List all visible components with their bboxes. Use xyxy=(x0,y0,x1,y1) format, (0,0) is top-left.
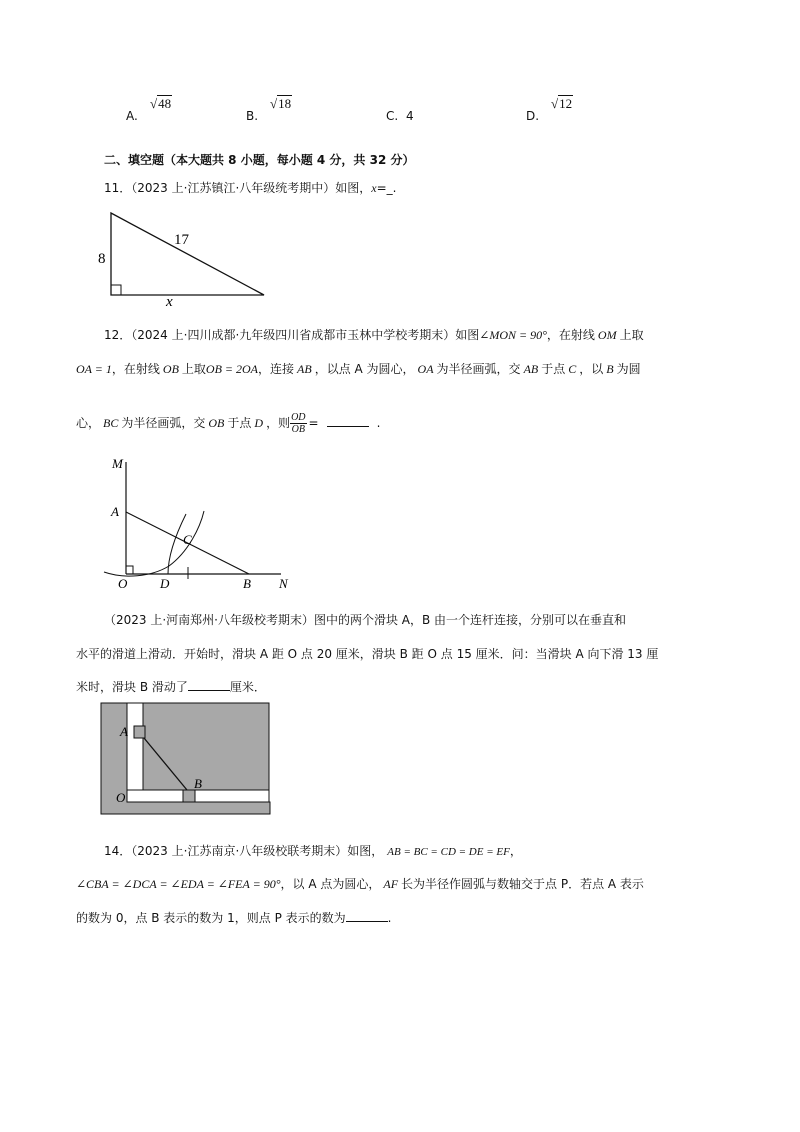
q11-triangle-figure xyxy=(96,206,276,306)
choice-c: C. 4 xyxy=(386,109,414,123)
q12-arc-figure xyxy=(96,448,296,594)
q14-answer-blank[interactable] xyxy=(346,909,388,922)
choice-a: A. xyxy=(126,109,138,123)
svg-text:O: O xyxy=(118,576,128,591)
svg-text:O: O xyxy=(116,790,126,805)
q11-label-hyp: 17 xyxy=(174,232,189,248)
q14-line2: ∠CBA = ∠DCA = ∠EDA = ∠FEA = 90°，以 A 点为圆心， AF 长为半径作圆弧与数轴交于点 P．若点 A 表示 xyxy=(76,877,644,891)
q13-answer-blank[interactable] xyxy=(188,678,230,691)
section-header: 二、填空题（本大题共 8 小题，每小题 4 分，共 32 分） xyxy=(104,153,415,167)
svg-text:A: A xyxy=(120,724,128,739)
svg-text:A: A xyxy=(111,504,119,519)
q13-line3: 米时，滑块 B 滑动了 厘米． xyxy=(76,680,266,694)
q14-line3: 的数为 0，点 B 表示的数为 1，则点 P 表示的数为 . xyxy=(76,911,392,925)
choice-d: D. xyxy=(526,109,540,123)
q13-slider-figure xyxy=(96,698,278,820)
choice-c-value: 4 xyxy=(406,109,414,123)
svg-text:D: D xyxy=(160,576,170,591)
q12-line3: 心， BC 为半径画弧，交 OB 于点 D ，则 $\frac{OD}{OB}$ = . xyxy=(76,412,381,435)
svg-text:B: B xyxy=(194,776,202,791)
choice-d-value: √12 xyxy=(551,96,573,111)
q12-line2: OA = 1，在射线 OB 上取OB = 2OA，连接 AB ，以点 A 为圆心， OA 为半径画弧，交 AB 于点 C ，以 B 为圆 xyxy=(76,362,641,376)
choice-b: B. xyxy=(246,109,259,123)
choice-b-value: √18 xyxy=(270,96,292,111)
svg-text:B: B xyxy=(243,576,251,591)
q11-text: 11．（2023 上·江苏镇江·八年级统考期中）如图，x=_. xyxy=(104,181,397,195)
q12-fraction: $\frac{OD}{OB}$ xyxy=(291,412,306,435)
svg-text:M: M xyxy=(112,456,123,471)
q12-line1: 12．（2024 上·四川成都·九年级四川省成都市玉林中学校考期末）如图∠MON = 90°，在射线 OM 上取 xyxy=(104,328,644,342)
svg-text:N: N xyxy=(279,576,288,591)
q12-answer-blank[interactable] xyxy=(327,414,369,427)
q13-line1: （2023 上·河南郑州·八年级校考期末）图中的两个滑块 A，B 由一个连杆连接，分别可以在垂直和 xyxy=(104,613,627,627)
q11-label-bottom: x xyxy=(166,294,173,306)
q14-line1: 14．（2023 上·江苏南京·八年级校联考期末）如图， AB = BC = CD = DE = EF， xyxy=(104,844,522,858)
svg-text:C: C xyxy=(183,532,192,547)
choice-a-value: √48 xyxy=(150,96,172,111)
q11-label-left: 8 xyxy=(98,251,106,267)
q13-line2: 水平的滑道上滑动．开始时，滑块 A 距 O 点 20 厘米，滑块 B 距 O 点 15 厘米．问：当滑块 A 向下滑 13 厘 xyxy=(76,647,659,661)
